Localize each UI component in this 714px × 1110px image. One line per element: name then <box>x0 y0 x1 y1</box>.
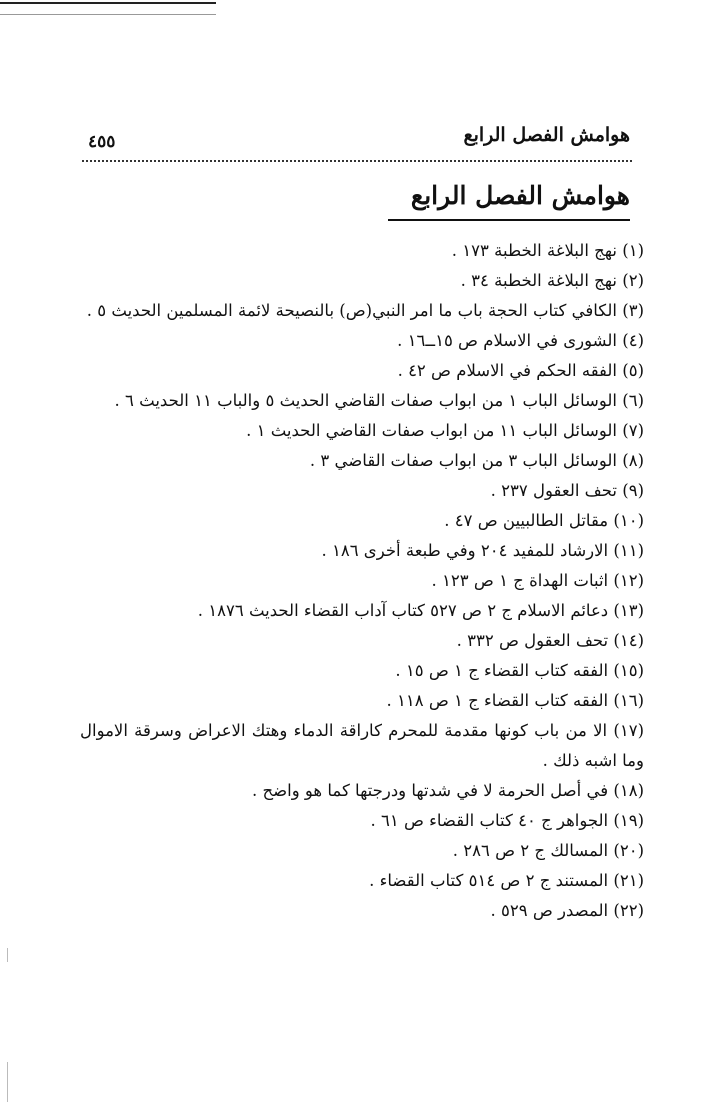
endnote: (٦) الوسائل الباب ١ من ابواب صفات القاضي الحديث ٥ والباب ١١ الحديث ٦ . <box>114 391 644 410</box>
endnote: (٣) الكافي كتاب الحجة باب ما امر النبي(ص) بالنصيحة لائمة المسلمين الحديث ٥ . <box>86 301 644 320</box>
endnote: (٢٠) المسالك ج ٢ ص ٢٨٦ . <box>452 841 644 860</box>
scan-edge-rule <box>0 2 216 4</box>
title-underline <box>388 219 630 221</box>
endnote: (١٤) تحف العقول ص ٣٣٢ . <box>456 631 644 650</box>
header-dotted-rule <box>82 160 632 162</box>
endnote: (١٩) الجواهر ج ٤٠ كتاب القضاء ص ٦١ . <box>370 811 644 830</box>
endnote: (٢١) المستند ج ٢ ص ٥١٤ كتاب القضاء . <box>369 871 644 890</box>
chapter-title: هوامش الفصل الرابع <box>410 181 630 210</box>
endnotes-list <box>80 236 644 926</box>
endnote: (٤) الشورى في الاسلام ص ١٥ــ١٦ . <box>397 331 644 350</box>
endnote: (١٢) اثبات الهداة ج ١ ص ١٢٣ . <box>431 571 644 590</box>
endnote: (٥) الفقه الحكم في الاسلام ص ٤٢ . <box>397 361 644 380</box>
scan-margin-mark <box>7 948 8 962</box>
endnote: (١١) الارشاد للمفيد ٢٠٤ وفي طبعة أخرى ١٨٦ . <box>321 541 644 560</box>
endnote: (١٥) الفقه كتاب القضاء ج ١ ص ١٥ . <box>395 661 644 680</box>
endnote: (١٠) مقاتل الطالبيين ص ٤٧ . <box>444 511 644 530</box>
endnote: (٧) الوسائل الباب ١١ من ابواب صفات القاضي الحديث ١ . <box>246 421 644 440</box>
endnote: (١) نهج البلاغة الخطبة ١٧٣ . <box>451 241 644 260</box>
scan-margin-mark <box>7 1062 8 1102</box>
endnote: (٩) تحف العقول ٢٣٧ . <box>490 481 644 500</box>
endnote: (١٧) الا من باب كونها مقدمة للمحرم كاراقة الدماء وهتك الاعراض وسرقة الاموال وما اشبه ذلك . <box>80 721 644 770</box>
endnote: (٨) الوسائل الباب ٣ من ابواب صفات القاضي ٣ . <box>309 451 644 470</box>
endnote: (٢) نهج البلاغة الخطبة ٣٤ . <box>460 271 644 290</box>
endnote: (١٣) دعائم الاسلام ج ٢ ص ٥٢٧ كتاب آداب القضاء الحديث ١٨٧٦ . <box>197 601 644 620</box>
endnote: (٢٢) المصدر ص ٥٢٩ . <box>490 901 644 920</box>
endnote: (١٦) الفقه كتاب القضاء ج ١ ص ١١٨ . <box>386 691 644 710</box>
endnote: (١٨) في أصل الحرمة لا في شدتها ودرجتها كما هو واضح . <box>251 781 644 800</box>
running-title: هوامش الفصل الرابع <box>463 124 630 146</box>
scan-edge-rule-thin <box>0 14 216 15</box>
page-number: ٤٥٥ <box>88 132 116 152</box>
